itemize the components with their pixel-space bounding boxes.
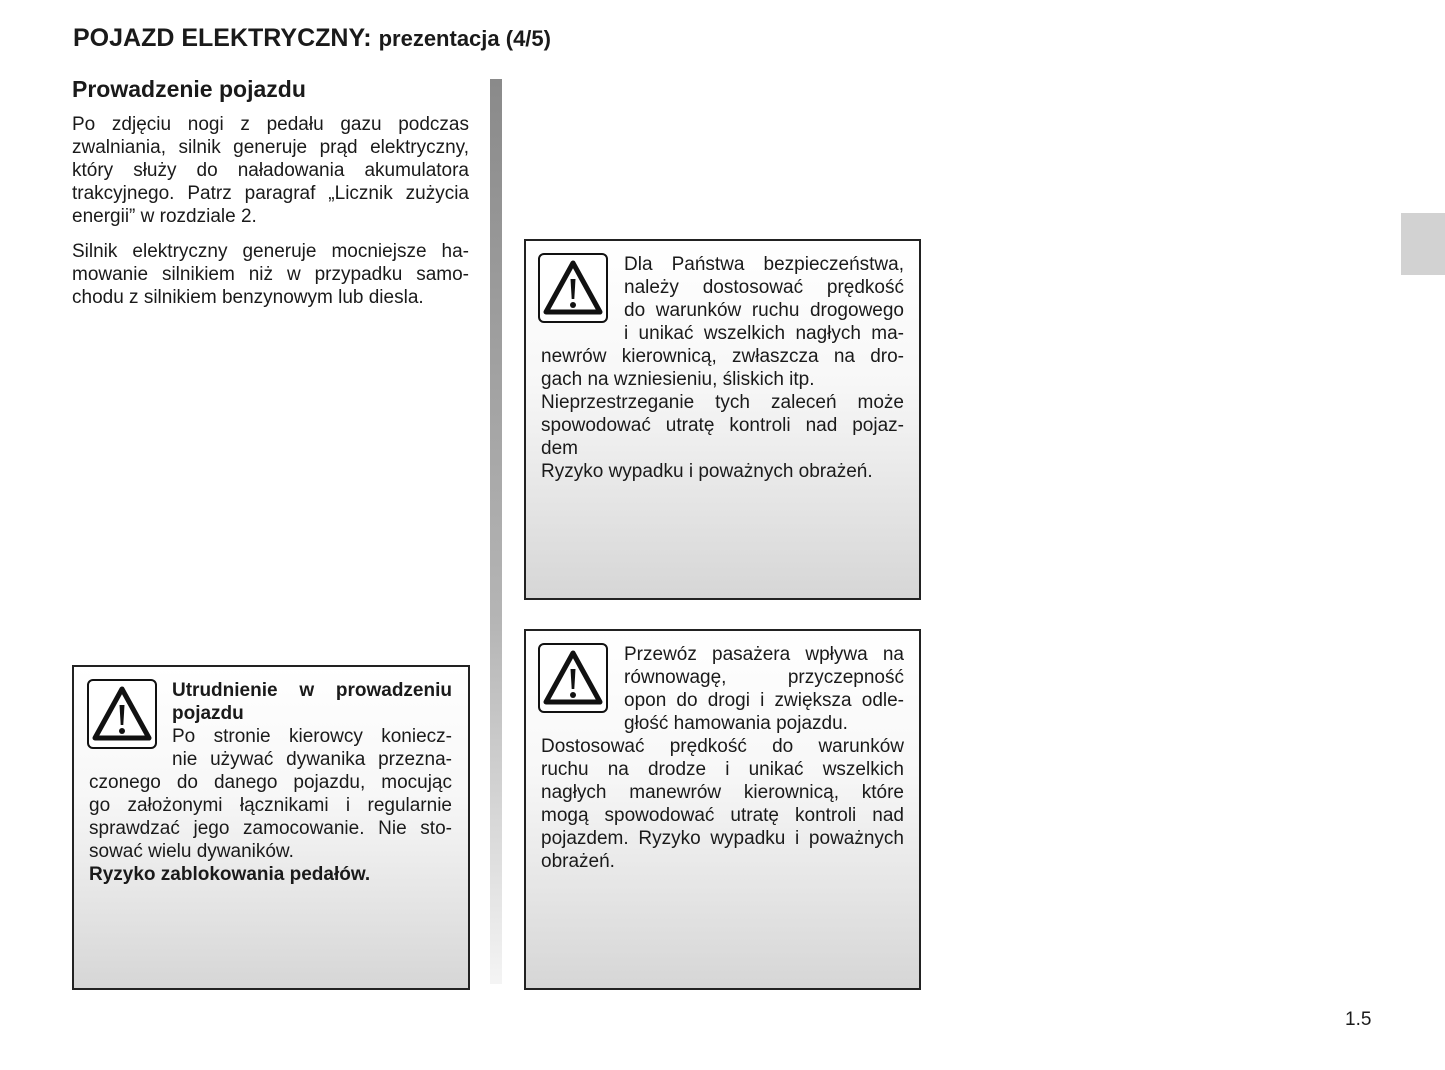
- text-line: Dla Państwa bezpieczeństwa,: [624, 254, 904, 275]
- section-body: [72, 113, 469, 321]
- text-line: obrażeń.: [541, 851, 615, 872]
- text-line: i unikać wszelkich nagłych ma-: [624, 323, 904, 344]
- text-line: Dostosować prędkość do warunków: [541, 736, 904, 757]
- text-line: pojazdu: [172, 703, 244, 724]
- text-line: Po zdjęciu nogi z pedału gazu podczas: [72, 114, 469, 135]
- page-title: [73, 24, 551, 53]
- text-line: czonego do danego pojazdu, mocując: [89, 772, 452, 793]
- text-line: który służy do naładowania akumulatora: [72, 160, 469, 181]
- text-line: Utrudnienie w prowadzeniu: [172, 680, 452, 701]
- paragraph: [541, 735, 904, 873]
- paragraph: [541, 643, 904, 735]
- text-line: spowodować utratę kontroli nad pojaz-: [541, 415, 904, 436]
- paragraph: [72, 240, 469, 309]
- title-sub: prezentacja (4/5): [378, 26, 551, 51]
- text-line: Silnik elektryczny generuje mocniejsze ha-: [72, 241, 469, 262]
- warning-box-passenger: [524, 629, 921, 990]
- text-line: nagłych manewrów kierownicą, które: [541, 782, 904, 803]
- text-line: opon do drogi i zwiększa odle-: [624, 690, 904, 711]
- text-line: gach na wzniesieniu, śliskich itp.: [541, 369, 815, 390]
- paragraph: [89, 725, 452, 863]
- text-line: nie używać dywanika przezna-: [172, 749, 452, 770]
- text-line: równowagę, przyczepność: [624, 667, 904, 688]
- text-line: mogą spowodować utratę kontroli nad: [541, 805, 904, 826]
- paragraph: [541, 253, 904, 391]
- title-main: POJAZD ELEKTRYCZNY:: [73, 24, 372, 52]
- page-number: 1.5: [1345, 1009, 1372, 1030]
- section-heading: Prowadzenie pojazdu: [72, 76, 306, 102]
- text-line: należy dostosować prędkość: [624, 277, 904, 298]
- paragraph: [72, 113, 469, 228]
- paragraph: [89, 863, 452, 886]
- warning-box-floor-mat: [72, 665, 470, 990]
- text-line: newrów kierownicą, zwłaszcza na dro-: [541, 346, 904, 367]
- text-line: Po stronie kierowcy koniecz-: [172, 726, 452, 747]
- warning-text: [541, 253, 904, 483]
- text-line: ruchu na drodze i unikać wszelkich: [541, 759, 904, 780]
- text-line: mowanie silnikiem niż w przypadku samo-: [72, 264, 469, 285]
- paragraph: [541, 460, 904, 483]
- warning-text: [541, 643, 904, 873]
- text-line: sować wielu dywaników.: [89, 841, 294, 862]
- warning-text: [89, 679, 452, 886]
- chapter-tab: [1401, 213, 1445, 275]
- text-line: chodu z silnikiem benzynowym lub diesla.: [72, 287, 424, 308]
- text-line: Ryzyko zablokowania pedałów.: [89, 864, 371, 885]
- paragraph: [89, 679, 452, 725]
- warning-box-speed: [524, 239, 921, 600]
- text-line: energii” w rozdziale 2.: [72, 206, 257, 227]
- text-line: Ryzyko wypadku i poważnych obrażeń.: [541, 461, 873, 482]
- text-line: sprawdzać jego zamocowanie. Nie sto-: [89, 818, 452, 839]
- text-line: głość hamowania pojazdu.: [624, 713, 848, 734]
- paragraph: [541, 391, 904, 460]
- text-line: Nieprzestrzeganie tych zaleceń może: [541, 392, 904, 413]
- text-line: go założonymi łącznikami i regularnie: [89, 795, 452, 816]
- text-line: pojazdem. Ryzyko wypadku i poważnych: [541, 828, 904, 849]
- text-line: Przewóz pasażera wpływa na: [624, 644, 904, 665]
- text-line: trakcyjnego. Patrz paragraf „Licznik zużycia: [72, 183, 469, 204]
- text-line: do warunków ruchu drogowego: [624, 300, 904, 321]
- text-line: dem: [541, 438, 578, 459]
- text-line: zwalniania, silnik generuje prąd elektryczny,: [72, 137, 469, 158]
- column-divider: [490, 79, 502, 984]
